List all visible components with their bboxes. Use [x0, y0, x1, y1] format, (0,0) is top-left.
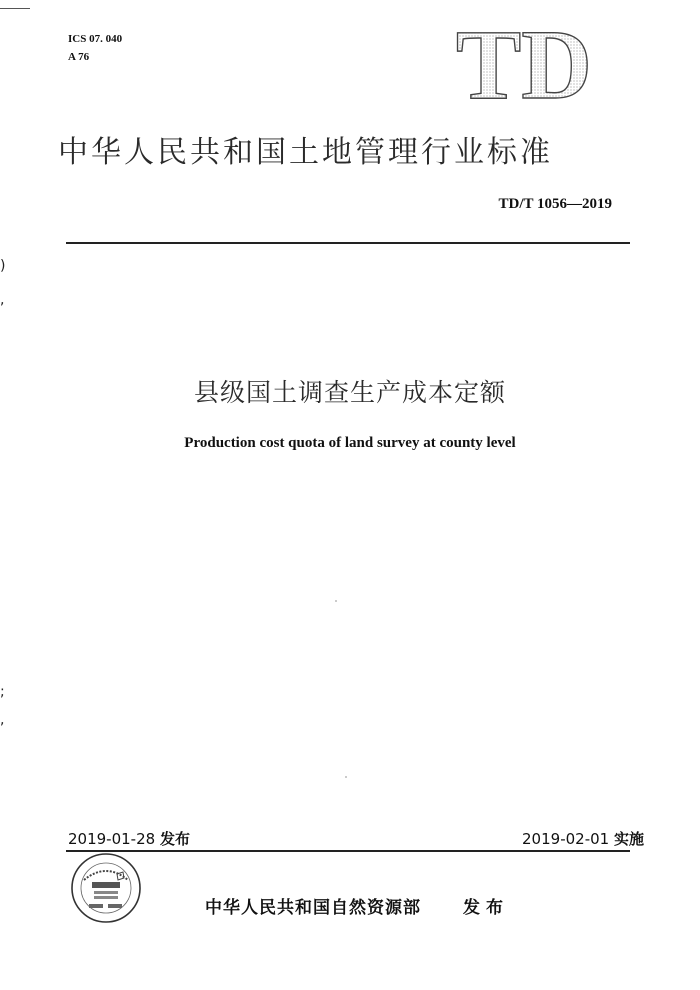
publisher-name: 中华人民共和国自然资源部 — [205, 898, 421, 918]
implement-date-line — [522, 828, 644, 849]
document-title-en: Production cost quota of land survey at county level — [184, 435, 516, 451]
margin-mark: ) — [0, 258, 6, 274]
publisher-seal-icon — [70, 852, 142, 924]
top-divider — [66, 242, 630, 244]
margin-mark: , — [0, 712, 5, 728]
logo-text: TD — [456, 20, 592, 106]
issue-date-line — [68, 828, 190, 849]
implement-label: 实施 — [613, 830, 644, 848]
td-logo-icon — [456, 20, 596, 106]
issue-date: 2019-01-28 — [68, 830, 156, 848]
scan-edge-line — [0, 8, 30, 9]
margin-mark: , — [0, 292, 5, 308]
bottom-divider — [66, 850, 630, 852]
scan-speck — [345, 776, 347, 778]
issue-label: 发布 — [159, 830, 190, 848]
publish-label: 发布 — [463, 898, 509, 918]
document-title-cn: 县级国土调查生产成本定额 — [193, 378, 506, 407]
organization-title: 中华人民共和国土地管理行业标准 — [58, 135, 553, 170]
classification-codes — [68, 30, 122, 66]
standard-number: TD/T 1056—2019 — [498, 196, 612, 212]
scan-speck — [335, 600, 337, 602]
margin-mark: ; — [0, 684, 5, 700]
implement-date: 2019-02-01 — [522, 830, 610, 848]
ics-code: ICS 07. 040 — [68, 33, 123, 45]
category-code: A 76 — [68, 51, 90, 63]
